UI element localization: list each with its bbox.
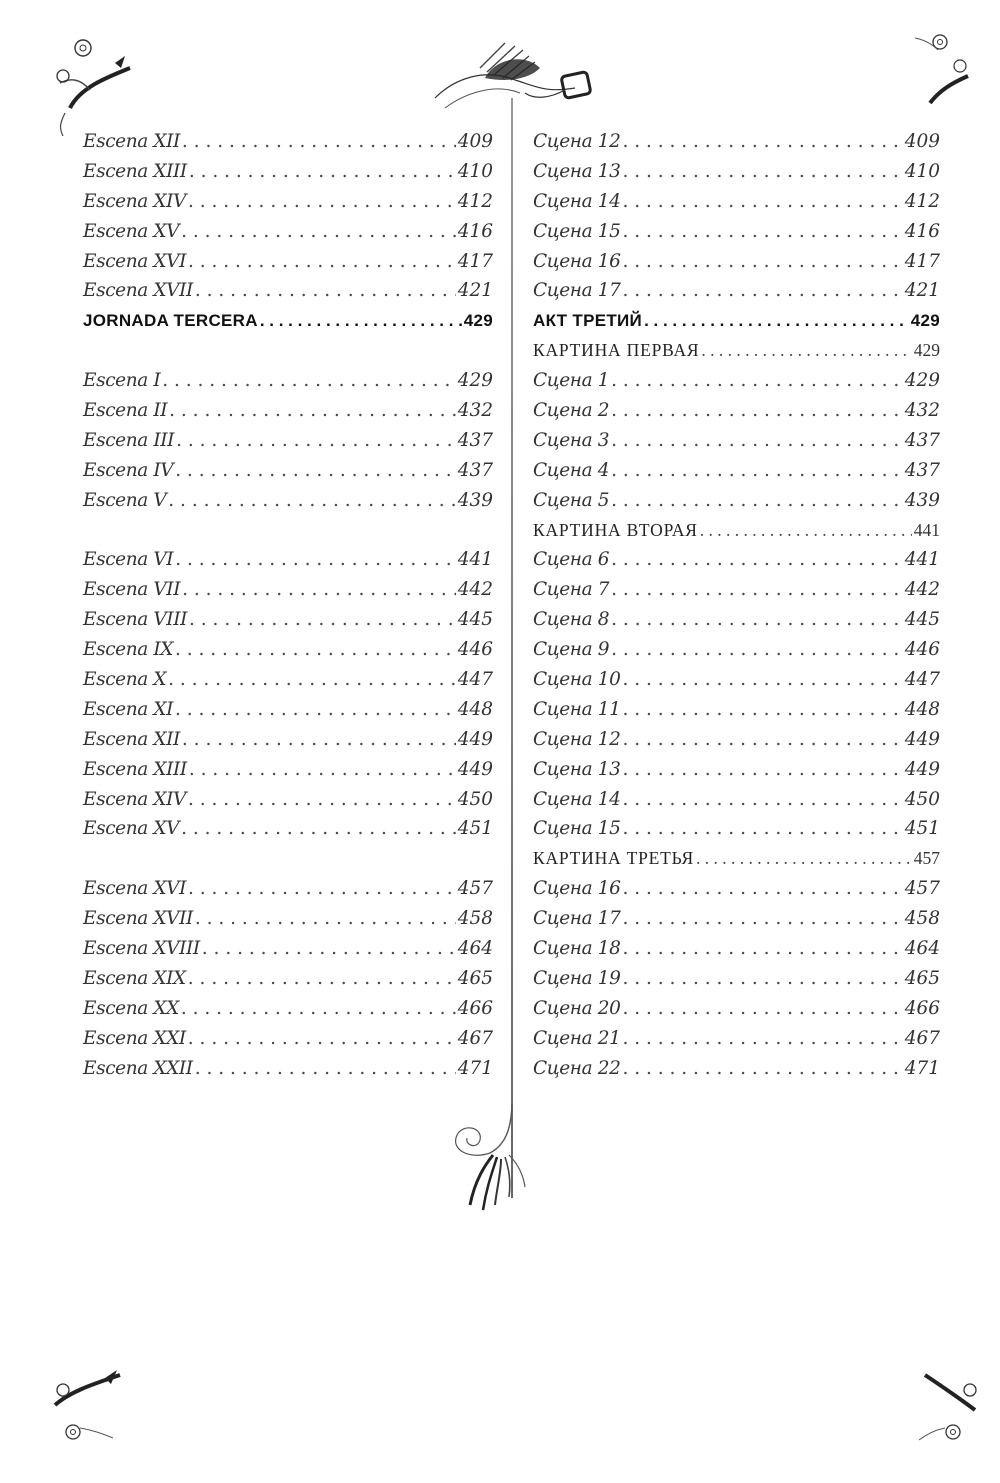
toc-entry[interactable] (83, 665, 493, 695)
toc-page-number: 465 (457, 967, 493, 989)
dot-leader (169, 396, 456, 426)
toc-page-number: 429 (910, 311, 940, 331)
toc-entry[interactable] (83, 1054, 493, 1084)
dot-leader (622, 157, 902, 187)
toc-entry-label: Сцена 12 (533, 728, 621, 750)
toc-entry-label: Escena XIV (83, 788, 186, 810)
toc-page-number: 445 (904, 609, 940, 631)
toc-entry[interactable] (83, 785, 493, 815)
toc-entry[interactable] (83, 157, 493, 187)
dot-leader (188, 964, 456, 994)
dot-leader (175, 456, 455, 486)
toc-entry[interactable] (533, 247, 940, 277)
dot-leader (700, 516, 912, 546)
toc-entry-label: Escena IV (83, 459, 174, 481)
dot-leader (611, 635, 903, 665)
toc-page-number: 466 (904, 997, 940, 1019)
dot-leader (195, 904, 456, 934)
toc-entry[interactable] (533, 426, 940, 456)
feather-corner-icon (915, 1360, 985, 1445)
toc-page-number: 442 (457, 579, 493, 601)
toc-spacer (83, 336, 493, 366)
toc-entry[interactable] (83, 217, 493, 247)
toc-column-russian (533, 127, 940, 1084)
dot-leader (188, 1024, 456, 1054)
toc-page-number: 448 (904, 698, 940, 720)
toc-page-number: 446 (457, 639, 493, 661)
toc-page-number: 451 (457, 818, 493, 840)
toc-entry[interactable] (83, 904, 493, 934)
toc-entry[interactable] (533, 785, 940, 815)
toc-entry-label: Escena V (83, 489, 167, 511)
toc-entry-label: Сцена 14 (533, 788, 621, 810)
toc-entry-label: КАРТИНА ВТОРАЯ (533, 519, 698, 540)
dot-leader (188, 785, 456, 815)
toc-entry[interactable] (83, 605, 493, 635)
dot-leader (182, 575, 456, 605)
toc-spacer (83, 844, 493, 874)
toc-page-number: 429 (904, 370, 940, 392)
toc-entry-label: Escena XV (83, 818, 180, 840)
toc-page-number: 439 (457, 489, 493, 511)
dot-leader (611, 396, 903, 426)
toc-entry[interactable] (533, 456, 940, 486)
toc-entry-label: Сцена 17 (533, 908, 621, 930)
toc-entry[interactable] (83, 486, 493, 516)
dot-leader (189, 605, 456, 635)
toc-entry-label: Сцена 21 (533, 1027, 621, 1049)
toc-entry-label: Сцена 22 (533, 1057, 621, 1079)
dot-leader (611, 605, 903, 635)
toc-entry[interactable] (83, 1024, 493, 1054)
toc-page-number: 437 (904, 459, 940, 481)
toc-page-number: 437 (457, 459, 493, 481)
toc-entry-label: Escena XVI (83, 250, 186, 272)
toc-entry[interactable] (533, 605, 940, 635)
toc-entry-label: Escena X (83, 669, 167, 691)
toc-entry-label: JORNADA TERCERA (83, 311, 258, 331)
toc-entry[interactable] (533, 545, 940, 575)
toc-entry-label: Сцена 3 (533, 429, 610, 451)
toc-entry[interactable] (533, 874, 940, 904)
toc-entry-label: КАРТИНА ТРЕТЬЯ (533, 848, 695, 869)
toc-page-number: 429 (457, 370, 493, 392)
toc-entry[interactable] (83, 695, 493, 725)
toc-entry[interactable] (533, 366, 940, 396)
toc-entry-label: Escena VI (83, 549, 174, 571)
toc-entry[interactable] (83, 964, 493, 994)
column-divider (511, 98, 513, 1198)
toc-entry[interactable] (83, 635, 493, 665)
toc-entry[interactable] (533, 755, 940, 785)
toc-entry-label: Сцена 10 (533, 669, 621, 691)
toc-page-number: 409 (904, 131, 940, 152)
toc-entry-label: Escena XXI (83, 1027, 186, 1049)
toc-entry-label: Сцена 15 (533, 220, 621, 242)
dot-leader (182, 725, 456, 755)
toc-page-number: 410 (904, 160, 940, 182)
toc-entry-label: Сцена 12 (533, 131, 621, 152)
toc-page-number: 432 (904, 400, 940, 422)
toc-entry-label: Сцена 8 (533, 609, 610, 631)
toc-page-number: 439 (904, 489, 940, 511)
toc-entry[interactable] (83, 994, 493, 1024)
toc-page-number: 441 (904, 549, 940, 571)
toc-entry[interactable] (533, 725, 940, 755)
toc-entry[interactable] (83, 874, 493, 904)
toc-page-number: 441 (913, 519, 940, 540)
toc-entry-label: Escena XII (83, 728, 180, 750)
toc-page-number: 412 (457, 190, 493, 212)
dot-leader (622, 904, 902, 934)
dot-leader (202, 934, 456, 964)
toc-entry[interactable] (533, 127, 940, 157)
toc-page-number: 471 (457, 1057, 493, 1079)
toc-act-heading[interactable] (83, 306, 493, 336)
toc-entry[interactable] (83, 187, 493, 217)
toc-entry[interactable] (83, 814, 493, 844)
dot-leader (181, 217, 456, 247)
dot-leader (696, 844, 912, 874)
toc-entry-label: Сцена 11 (533, 698, 621, 720)
toc-entry-label: КАРТИНА ПЕРВАЯ (533, 340, 700, 361)
toc-page-number: 447 (457, 669, 493, 691)
toc-page-number: 437 (457, 429, 493, 451)
toc-part-heading[interactable] (533, 844, 940, 874)
dot-leader (611, 545, 903, 575)
dot-leader (622, 725, 902, 755)
toc-entry[interactable] (83, 247, 493, 277)
toc-entry-label: Escena II (83, 400, 168, 422)
toc-part-heading[interactable] (533, 516, 940, 546)
toc-page-number: 416 (457, 220, 493, 242)
toc-entry-label: Сцена 16 (533, 250, 621, 272)
toc-entry-label: Сцена 13 (533, 160, 621, 182)
dot-leader (622, 1054, 902, 1084)
toc-page-number: 464 (457, 938, 493, 960)
toc-entry-label: Сцена 18 (533, 938, 621, 960)
toc-entry[interactable] (83, 755, 493, 785)
toc-entry[interactable] (83, 725, 493, 755)
toc-page-number: 450 (904, 788, 940, 810)
toc-page-number: 412 (904, 190, 940, 212)
dot-leader (622, 785, 902, 815)
toc-entry-label: Сцена 4 (533, 459, 610, 481)
toc-page-number: 417 (904, 250, 940, 272)
toc-entry-label: Escena XI (83, 698, 174, 720)
dot-leader (175, 695, 456, 725)
dot-leader (622, 665, 902, 695)
toc-entry[interactable] (83, 127, 493, 157)
toc-page-number: 429 (913, 340, 940, 361)
feather-corner-icon (45, 1360, 125, 1445)
toc-page-number: 471 (904, 1057, 940, 1079)
toc-entry[interactable] (83, 366, 493, 396)
toc-entry-label: Escena I (83, 370, 161, 392)
toc-part-heading[interactable] (533, 336, 940, 366)
toc-page-number: 437 (904, 429, 940, 451)
dot-leader (175, 635, 456, 665)
toc-entry-label: Сцена 15 (533, 818, 621, 840)
dot-leader (622, 994, 902, 1024)
dot-leader (611, 486, 903, 516)
toc-entry[interactable] (533, 934, 940, 964)
feather-corner-icon (45, 28, 145, 138)
dot-leader (181, 814, 456, 844)
toc-entry-label: Escena XVII (83, 908, 193, 930)
dot-leader (168, 486, 455, 516)
dot-leader (188, 247, 456, 277)
toc-page-number: 442 (904, 579, 940, 601)
dot-leader (189, 157, 456, 187)
toc-entry[interactable] (533, 964, 940, 994)
toc-entry-label: Сцена 5 (533, 489, 610, 511)
toc-entry-label: Escena XV (83, 220, 180, 242)
dot-leader (611, 426, 903, 456)
toc-entry-label: Escena XIII (83, 758, 187, 780)
dot-leader (162, 366, 455, 396)
toc-entry[interactable] (533, 665, 940, 695)
dot-leader (622, 187, 902, 217)
dot-leader (622, 814, 902, 844)
dot-leader (622, 217, 902, 247)
toc-entry-label: Escena VII (83, 579, 181, 601)
dot-leader (622, 934, 902, 964)
dot-leader (622, 127, 902, 157)
toc-page-number: 421 (457, 280, 493, 302)
toc-page-number: 432 (457, 400, 493, 422)
toc-entry[interactable] (533, 1054, 940, 1084)
dot-leader (611, 456, 903, 486)
toc-page-number: 467 (457, 1027, 493, 1049)
dot-leader (195, 1054, 456, 1084)
toc-entry[interactable] (533, 904, 940, 934)
dot-leader (622, 276, 902, 306)
toc-entry-label: Escena III (83, 429, 175, 451)
toc-entry-label: Сцена 20 (533, 997, 621, 1019)
toc-entry[interactable] (533, 1024, 940, 1054)
toc-page-number: 457 (904, 878, 940, 900)
toc-page-number: 466 (457, 997, 493, 1019)
toc-page-number: 446 (904, 639, 940, 661)
toc-entry-label: АКТ ТРЕТИЙ (533, 311, 643, 331)
dot-leader (168, 665, 456, 695)
feather-corner-icon (900, 28, 975, 113)
dot-leader (176, 426, 456, 456)
dot-leader (622, 874, 902, 904)
toc-entry[interactable] (533, 814, 940, 844)
toc-page-number: 451 (904, 818, 940, 840)
toc-entry[interactable] (533, 486, 940, 516)
toc-page-number: 467 (904, 1027, 940, 1049)
dot-leader (175, 545, 455, 575)
toc-entry-label: Escena XVII (83, 280, 193, 302)
toc-entry-label: Сцена 6 (533, 549, 610, 571)
toc-entry[interactable] (533, 994, 940, 1024)
toc-page-number: 449 (457, 758, 493, 780)
toc-page-number: 410 (457, 160, 493, 182)
toc-page-number: 416 (904, 220, 940, 242)
toc-entry[interactable] (83, 934, 493, 964)
toc-page-number: 464 (904, 938, 940, 960)
toc-entry-label: Сцена 2 (533, 400, 610, 422)
toc-entry-label: Сцена 13 (533, 758, 621, 780)
toc-page-number: 441 (457, 549, 493, 571)
toc-entry-label: Escena XIX (83, 967, 186, 989)
toc-entry-label: Escena XVI (83, 878, 186, 900)
toc-page-number: 450 (457, 788, 493, 810)
dot-leader (622, 247, 902, 277)
toc-entry-label: Escena XVIII (83, 938, 200, 960)
dot-leader (611, 366, 903, 396)
toc-entry-label: Сцена 9 (533, 639, 610, 661)
dot-leader (182, 127, 456, 157)
toc-page-number: 445 (457, 609, 493, 631)
toc-entry[interactable] (533, 276, 940, 306)
toc-entry-label: Escena XX (83, 997, 179, 1019)
dot-leader (611, 575, 903, 605)
dot-leader (644, 306, 909, 336)
dot-leader (181, 994, 456, 1024)
toc-entry[interactable] (533, 217, 940, 247)
dot-leader (188, 187, 456, 217)
dot-leader (622, 1024, 902, 1054)
dot-leader (622, 964, 902, 994)
toc-page-number: 449 (904, 758, 940, 780)
toc-entry[interactable] (533, 575, 940, 605)
hand-quill-ornament-icon (425, 38, 605, 123)
toc-entry[interactable] (533, 635, 940, 665)
dot-leader (622, 755, 902, 785)
toc-entry[interactable] (533, 396, 940, 426)
toc-entry-label: Escena XIV (83, 190, 186, 212)
toc-page-number: 449 (457, 728, 493, 750)
toc-entry[interactable] (533, 695, 940, 725)
toc-page-number: 458 (457, 908, 493, 930)
toc-page-number: 429 (463, 311, 493, 331)
swirl-flourish-icon (445, 1105, 535, 1220)
dot-leader (260, 306, 462, 336)
toc-page-number: 457 (913, 848, 940, 869)
toc-entry-label: Сцена 17 (533, 280, 621, 302)
toc-entry[interactable] (83, 545, 493, 575)
toc-entry-label: Escena XIII (83, 160, 187, 182)
toc-entry-label: Escena XXII (83, 1057, 193, 1079)
dot-leader (188, 874, 456, 904)
toc-page-number: 447 (904, 669, 940, 691)
toc-entry-label: Сцена 16 (533, 878, 621, 900)
toc-entry[interactable] (533, 157, 940, 187)
toc-page-number: 458 (904, 908, 940, 930)
toc-entry[interactable] (83, 276, 493, 306)
toc-entry-label: Escena IX (83, 639, 174, 661)
dot-leader (189, 755, 456, 785)
toc-entry[interactable] (533, 187, 940, 217)
toc-page-number: 421 (904, 280, 940, 302)
toc-entry-label: Сцена 14 (533, 190, 621, 212)
toc-spacer (83, 516, 493, 546)
toc-entry[interactable] (83, 575, 493, 605)
dot-leader (701, 336, 911, 366)
dot-leader (622, 695, 902, 725)
dot-leader (195, 276, 456, 306)
toc-entry[interactable] (83, 456, 493, 486)
toc-page-number: 465 (904, 967, 940, 989)
toc-entry-label: Сцена 1 (533, 370, 610, 392)
toc-entry-label: Сцена 19 (533, 967, 621, 989)
toc-act-heading[interactable] (533, 306, 940, 336)
toc-column-spanish (83, 127, 493, 1084)
toc-page-number: 417 (457, 250, 493, 272)
toc-entry-label: Escena VIII (83, 609, 188, 631)
toc-entry-label: Escena XII (83, 131, 180, 152)
toc-page-number: 448 (457, 698, 493, 720)
toc-entry[interactable] (83, 426, 493, 456)
toc-entry[interactable] (83, 396, 493, 426)
toc-page-number: 449 (904, 728, 940, 750)
toc-entry-label: Сцена 7 (533, 579, 610, 601)
toc-page-number: 409 (457, 131, 493, 152)
toc-page-number: 457 (457, 878, 493, 900)
